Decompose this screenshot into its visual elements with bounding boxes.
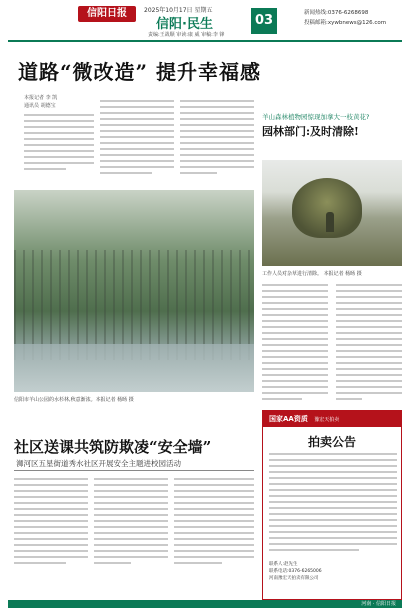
weed-removal-photo (262, 160, 402, 266)
right-photo-caption: 工作人员对杂草进行清除。 本报记者 杨旸 摄 (262, 271, 362, 277)
story2-body-col1 (14, 478, 88, 568)
byline-reporter: 本报记者 李 凯 (24, 95, 58, 101)
contact-info (304, 8, 386, 28)
ad-contact (269, 561, 397, 582)
main-byline (24, 94, 57, 110)
right-story-subtitle: 羊山森林植物园惊现加拿大一枝黄花? (262, 113, 370, 121)
main-story-body-col1 (24, 114, 94, 174)
masthead (8, 4, 402, 40)
main-story-body-col2 (100, 100, 174, 178)
masthead-divider (8, 40, 402, 42)
page-number: 03 (251, 8, 277, 34)
news-hotline: 新闻热线:0376-6268698 (304, 10, 369, 16)
main-headline: 道路“微改造” 提升幸福感 (18, 60, 261, 84)
ad-contact-phone: 联系电话:0376-6265006 (269, 569, 322, 574)
story2-subheadline: 浉河区五星街道秀水社区开展安全主题进校园活动 (16, 459, 181, 468)
ad-header-text: 国家AA资质 (269, 415, 308, 423)
main-story-body-col3 (180, 100, 254, 178)
newspaper-logo: 信阳日报 (78, 6, 136, 22)
worker-figure (326, 212, 334, 232)
right-story-title: 园林部门:及时清除! (262, 125, 359, 138)
story2-divider (14, 470, 254, 471)
lake-water (14, 344, 254, 392)
right-story-body-col1 (262, 284, 328, 404)
editor-credits: 责编:王战顺 审读:康 威 审稿:李 锋 (148, 32, 225, 38)
story2-headline: 社区送课共筑防欺凌“安全墙” (14, 438, 212, 456)
ad-company: 河南豫宏天拍卖有限公司 (269, 576, 319, 581)
forest-lake-photo (14, 190, 254, 392)
right-story-body-col2 (336, 284, 402, 404)
byline-correspondent: 通讯员 胡德宝 (24, 103, 56, 109)
ad-header-sub: 豫宏天拍卖 (314, 417, 340, 423)
section-title: 信阳·民生 (156, 17, 213, 32)
ad-title: 拍卖公告 (307, 435, 356, 449)
story2-body-col3 (174, 478, 254, 568)
issue-date: 2025年10月17日 星期五 (144, 7, 213, 14)
story2-body-col2 (94, 478, 168, 568)
ad-contact-person: 联系人:赵先生 (269, 562, 298, 567)
ad-body (269, 453, 397, 555)
submission-email: 投稿邮箱:xywbnews@126.com (304, 20, 387, 26)
auction-ad (262, 410, 402, 600)
forest-photo-caption: 信阳市羊山公园的水杉林,秋意渐浓。本报记者 杨旸 摄 (14, 397, 134, 403)
footer-bar: 河南 · 信阳日报 (8, 600, 402, 608)
ad-header (263, 411, 401, 427)
